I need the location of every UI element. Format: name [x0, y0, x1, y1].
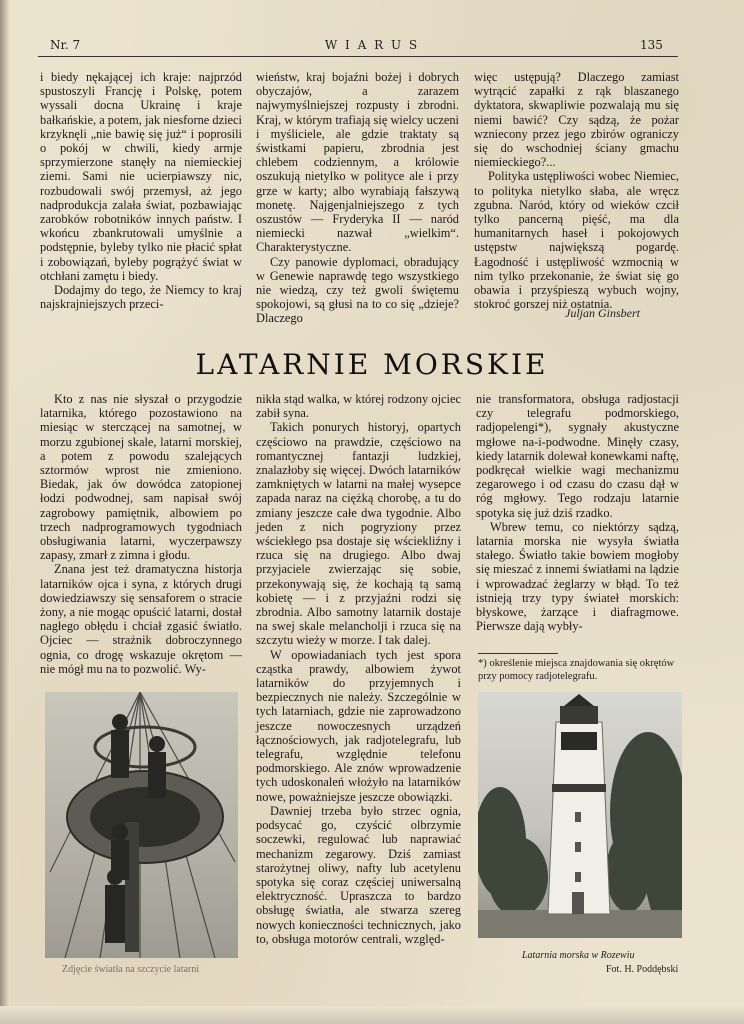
col1-paragraph-1: Kto z nas nie słyszał o przygodzie latarnika, którego pozostawiono na miesiąc w sterczącej na samotnej, w morzu zgubionej skale, latarni morskiej, a potem z powodu szalejących sztormów wprost nie zmieniono. Biedak, jak ów dowódca zatopionej łodzi podwodnej, sam napisał swój zagrobowy pamiętnik, albowiem po trzech nadprogramowych tygodniach obsługiwania latarni, wyczerpawszy zapasy, zmarł z zimna i głodu. — [40, 392, 242, 563]
footnote: *) określenie miejsca znajdowania się okrętów przy pomocy radjotelegrafu. — [478, 658, 675, 682]
article-column-3 — [476, 392, 679, 633]
photo-credit: Fot. H. Poddębski — [606, 964, 679, 975]
photo-rozewie-lighthouse — [478, 692, 682, 938]
prev-col3-paragraph-2: Polityka ustępliwości wobec Niemiec, to polityka nietylko słaba, ale wręcz zgubna. Naród, który od wieków czcił tylko pancerną pięść, ma dla humanitarnych haseł i pokojowych ustępstw największą pogardę. Łagodność i ustępliwość wzmocnią w nim tylko przekonanie, że świat się go obawia i przyśpieszą wybuch wojny, stokroć gorszej niż ostatnia. — [474, 169, 679, 312]
prev-col2-paragraph-2: Czy panowie dyplomaci, obradujący w Genewie naprawdę tego wszystkiego nie wiedzą, czy też gwoli świętemu spokojowi, są głusi na to co się „dzieje? Dlaczego — [256, 254, 459, 326]
header-rule — [38, 56, 678, 57]
col2-paragraph-1: nikła stąd walka, w której rodzony ojciec zabił syna. — [256, 392, 461, 421]
author-signature: Juljan Ginsbert — [565, 306, 640, 320]
page-number: 135 — [640, 38, 663, 52]
prev-article-column-1 — [40, 70, 242, 311]
article-column-2 — [256, 392, 461, 946]
prev-article-column-3 — [474, 70, 679, 311]
col2-paragraph-4: Dawniej trzeba było strzec ognia, podsycać go, czyścić olbrzymie soczewki, regulować lub naprawiać mechanizm zegarowy. Dziś zamiast starożytnej oliwy, nafty lub acetylenu spotyka się coraz częściej uniwersalną elektryczność. Upraszcza to bardzo obsługę światła, ale stwarza szereg nowych konieczności technicznych, jako to, obsługa motorów centrali, względ- — [256, 803, 461, 946]
prev-col1-paragraph-2: Dodajmy do tego, że Niemcy to kraj najskrajniejszych przeci- — [40, 283, 242, 312]
col2-paragraph-2: Takich ponurych historyj, opartych częściowo na prawdzie, częściowo na romantycznej fantazji ludzkiej, znalazłoby się więcej. Dwóch latarników zamkniętych w latarni na małej wysepce zapada naraz na ciężką chorobę, a tu do zmiany jeszcze całe dwa tygodnie. Albo jeden z nich pogryziony przez wściekłego psa dostaje się wściekliźny i rzuca się na drugiego. Albo dwaj przyjaciele zwierzając się sobie, przekonywają się, że kochają tą samą kobietę — i z przyjaźni rodzi się zbrodnia. Albo samotny latarnik dostaje na swej skale melancholji i rzuca się na szczytu wieży w morze. I tak dalej. — [256, 420, 461, 648]
col3-paragraph-1: nie transformatora, obsługa radjostacji czy telegrafu podmorskiego, radjopelengi*), sygnały akustyczne mgłowe na-i-podwodne. Minęły czasy, kiedy latarnik dolewał konewkami naftę, podkręcał wielkie wagi mechanizmu zegarowego i od czasu do czasu dął w róg mgłowy. Tego rodzaju latarnie spotyka się już dziś rzadko. — [476, 392, 679, 520]
photo-right-caption: Latarnia morska w Rozewiu — [522, 950, 635, 961]
magazine-title: W I A R U S — [324, 38, 420, 52]
page-bottom-edge — [0, 1006, 744, 1024]
article-title: LATARNIE MORSKIE — [195, 348, 549, 381]
prev-article-column-2 — [256, 70, 459, 326]
article-column-1 — [40, 392, 242, 676]
prev-col3-paragraph-1: więc ustępują? Dlaczego zamiast wytrącić zapałki z rąk blaszanego dyktatora, skwapliwie pozwalają mu się niemi bawić? Czy sądzą, że pożar wzniecony przez jego zbirów ograniczy się do wschodniej ściany gmachu niemieckiego?... — [474, 70, 679, 170]
prev-col2-paragraph-1: wieństw, kraj bojaźni bożej i dobrych obyczajów, a zarazem najwymyślniejszej rozpusty i zbrodni. Kraj, w którym trafiają się wielcy uczeni i myśliciele, ale gdzie traktaty są świstkami papieru, zbrodnia jest chlebem codziennym, a królowie oszukują nietylko w polityce ale i przy grze w karty; albo wyrabiają fałszywą monetę. Najgenjalniejszego z tych oszustów — Fryderyka II — naród niemiecki nazwał „wielkim“. Charakterystyczne. — [256, 70, 459, 255]
prev-col1-paragraph-1: i biedy nękającej ich kraje: najprzód spustoszyli Francję i Polskę, potem wyssali docna Ukrainę i kraje bałkańskie, a potem, jak niesforne dzieci krzyknęli „nie bawię się już“ i poprosili o pokój w chwili, kiedy armje sprzymierzone stanęły na niemieckiej ziemi. Sami nie ucierpiawszy nic, rozbudowali swój przemysł, aż jego nadprodukcja zalała świat, pozbawiając zarobków robotników innych państw. I wkońcu zbankrutowali umyślnie a podstępnie, byleby tylko nie płacić spłat i zobowiązań, byleby pogrążyć świat w otchłani zamętu i biedy. — [40, 70, 242, 283]
col2-paragraph-3: W opowiadaniach tych jest spora cząstka prawdy, albowiem żywot latarników do przyjemnych i bezpiecznych nie należy. Szczególnie w tych latarniach, gdzie nie zaprowadzono jeszcze nowoczesnych urządzeń łącznościowych, jak radjotelegrafu, lub telegrafu, względnie telefonu podmorskiego. Ale znów wprowadzenie tych udoskonaleń włożyło na latarników nowe, poważniejsze jeszcze obowiązki. — [256, 647, 461, 804]
photo-lighthouse-keepers — [45, 692, 238, 958]
footnote-rule — [478, 653, 558, 654]
page-binding-shadow — [0, 0, 10, 1024]
lighthouse-illustration — [478, 692, 682, 938]
issue-number: Nr. 7 — [50, 38, 81, 52]
col1-paragraph-2: Znana jest też dramatyczna historja latarników ojca i syna, z których drugi dowiedziawszy się sensaforem o stracie żony, a nie mogąc opuścić latarni, dostał nagłego obłędu i chciał zgasić światło. Ojciec — strażnik dobroczynnego ognia, co drogę wskazuje okrętom — nie mógł mu na to pozwolić. Wy- — [40, 562, 242, 676]
keepers-illustration — [45, 692, 238, 958]
col3-paragraph-2: Wbrew temu, co niektórzy sądzą, latarnia morska nie wysyła światła stałego. Światło takie bowiem mogłoby się mieszać z innemi światłami na lądzie i wprowadzać żeglarzy w błąd. To też istnieją trzy typy świateł morskich: błyskowe, żarzące i diafragmowe. Pierwsze dają wybły- — [476, 519, 679, 634]
photo-left-caption: Zdjęcie światła na szczycie latarni — [62, 964, 200, 975]
